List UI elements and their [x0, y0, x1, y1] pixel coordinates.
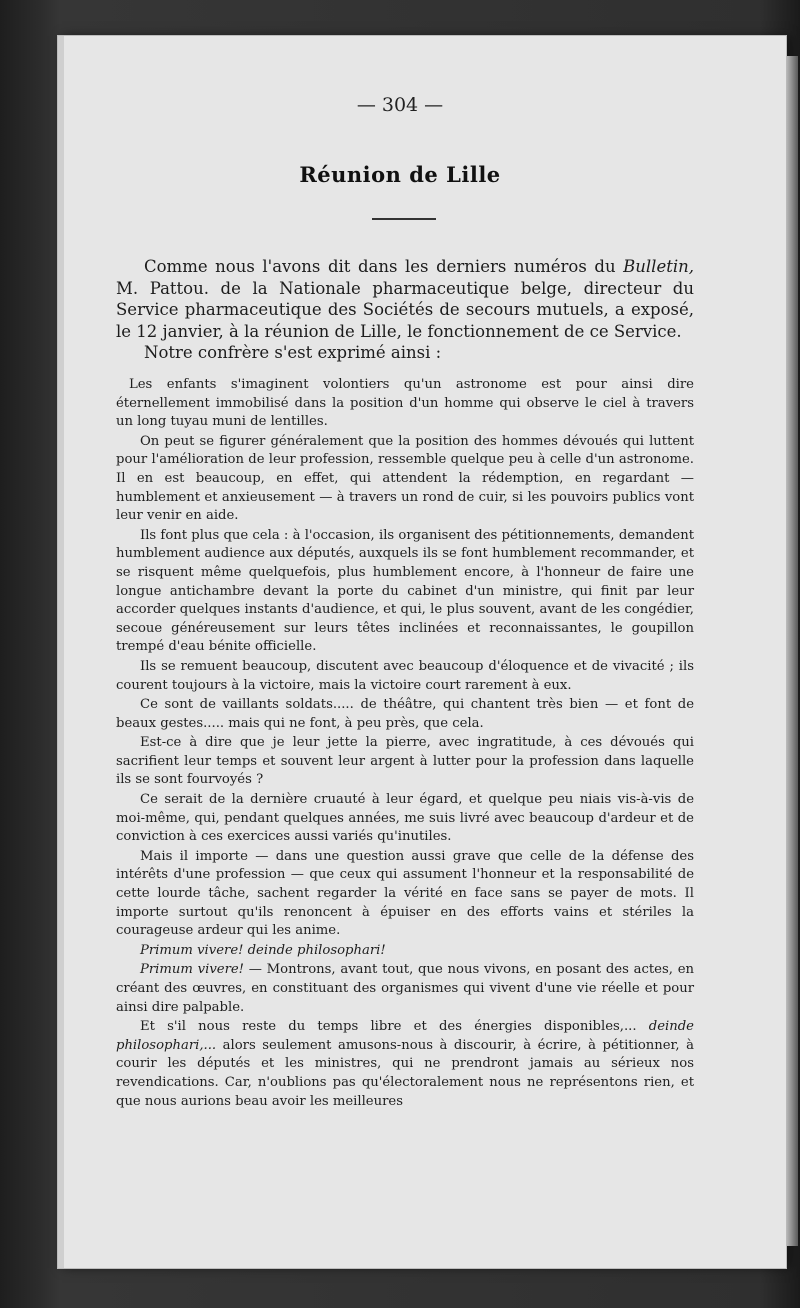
page-number: — 304 —	[356, 94, 444, 116]
intro-section	[116, 256, 694, 364]
body-paragraph-8: Mais il importe — dans une question aussi grave que celle de la défense des intérêts d'une profession — que ceux qui assument l'honneur et la responsabilité de cette lourde tâche, sachent regarder la vérité en face sans se payer de mots. Il importe surtout qu'ils renoncent à épuiser en des efforts vains et stériles la courageuse ardeur qui les anime.	[116, 848, 694, 939]
body-paragraph-1: Les enfants s'imaginent volontiers qu'un astronome est pour ainsi dire éternellement immobilisé dans la position d'un homme qui observe le ciel à travers un long tuyau muni de lentilles.	[116, 377, 694, 430]
body-paragraph-4: Ils se remuent beaucoup, discutent avec beaucoup d'éloquence et de vivacité ; ils courent toujours à la victoire, mais la victoire court rarement à eux.	[116, 658, 694, 693]
body-paragraph-6: Est-ce à dire que je leur jette la pierre, avec ingratitude, à ces dévoués qui sacrifient leur temps et souvent leur argent à lutter pour la profession dans laquelle ils se sont fourvoyés ?	[116, 735, 694, 788]
page-edge	[786, 56, 798, 1246]
article-title: Réunion de Lille	[299, 162, 501, 187]
body-paragraph-11: Et s'il nous reste du temps libre et des énergies disponibles,... deinde philosophari,... alors seulement amusons-nous à discourir, à écrire, à pétitionner, à courir les députés et les ministres, qui ne prendront jamais au sérieux nos revendications. Car, n'oublions pas qu'électoralement nous ne représentons rien, et que nous aurions beau avoir les meilleures	[116, 1019, 694, 1109]
body-paragraph-9: Primum vivere! deinde philosophari!	[140, 942, 386, 958]
quoted-speech	[116, 376, 694, 1112]
body-paragraph-10: Primum vivere! — Montrons, avant tout, que nous vivons, en posant des actes, en créant des œuvres, en constituant des organismes qui vivent d'une vie réelle et pour ainsi dire palpable.	[116, 962, 694, 1015]
body-paragraph-7: Ce serait de la dernière cruauté à leur égard, et quelque peu niais vis-à-vis de moi-même, qui, pendant quelques années, me suis livré avec beaucoup d'ardeur et de conviction à ces exercices aussi variés qu'inutiles.	[116, 792, 694, 845]
title-rule	[372, 218, 436, 220]
body-paragraph-5: Ce sont de vaillants soldats..... de théâtre, qui chantent très bien — et font de beaux gestes..... mais qui ne font, à peu près, que cela.	[116, 697, 694, 731]
intro-paragraph-2: Notre confrère s'est exprimé ainsi :	[144, 343, 442, 362]
body-paragraph-2: On peut se figurer généralement que la position des hommes dévoués qui luttent pour l'amélioration de leur profession, ressemble quelque peu à celle d'un astronome. Il en est beaucoup, en effet, qui attendent la rédemption, en regardant — humblement et anxieusement — à travers un rond de cuir, si les pouvoirs publics vont leur venir en aide.	[116, 433, 694, 524]
intro-paragraph-1: Comme nous l'avons dit dans les derniers numéros du Bulletin, M. Pattou. de la Nationale pharmaceutique belge, directeur du Service pharmaceutique des Sociétés de secours mutuels, a exposé, le 12 janvier, à la réunion de Lille, le fonctionnement de ce Service.	[116, 257, 694, 341]
body-paragraph-3: Ils font plus que cela : à l'occasion, ils organisent des pétitionnements, demandent humblement audience aux députés, auxquels ils se font humblement recommander, et se risquent même quelquefois, plus humblement encore, à l'honneur de faire une longue antichambre devant la porte du cabinet d'un ministre, qui finit par leur accorder quelques instants d'audience, et qui, le plus souvent, avant de les congédier, secoue généreusement sur leurs têtes inclinées et reconnaissantes, le goupillon trempé d'eau bénite officielle.	[116, 527, 694, 655]
